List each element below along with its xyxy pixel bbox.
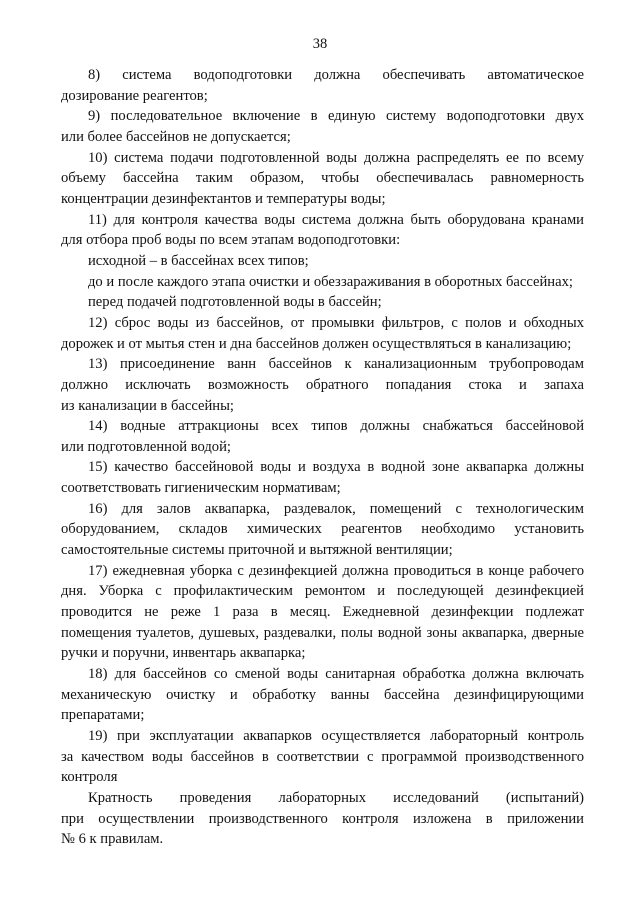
- text-line: перед подачей подготовленной воды в бассейн;: [88, 294, 382, 311]
- text-line: дорожек и от мытья стен и дна бассейнов должен осуществляться в канализацию;: [61, 335, 572, 352]
- text-line: 12) сброс воды из бассейнов, от промывки фильтров, с полов и обходных: [88, 314, 584, 331]
- text-line: 9) последовательное включение в единую систему водоподготовки двух: [88, 108, 584, 125]
- text-line: дозирование реагентов;: [61, 87, 208, 104]
- text-line: 8) система водоподготовки должна обеспечивать автоматическое: [88, 67, 584, 83]
- text-line: 19) при эксплуатации аквапарков осуществляется лабораторный контроль: [88, 728, 584, 744]
- text-line: объему бассейна таким образом, чтобы обеспечивалась равномерность: [61, 170, 584, 187]
- text-line: оборудованием, складов химических реагентов необходимо установить: [61, 521, 584, 538]
- text-line: 11) для контроля качества воды система должна быть оборудована кранами: [88, 211, 584, 228]
- text-line: 17) ежедневная уборка с дезинфекцией должна проводиться в конце рабочего: [88, 562, 584, 579]
- text-line: для отбора проб воды по всем этапам водоподготовки:: [61, 232, 401, 249]
- text-line: 10) система подачи подготовленной воды должна распределять ее по всему: [88, 149, 584, 166]
- text-line: препаратами;: [61, 707, 145, 724]
- text-line: № 6 к правилам.: [61, 831, 164, 848]
- text-line: из канализации в бассейны;: [61, 397, 234, 414]
- text-line: 16) для залов аквапарка, раздевалок, помещений с технологическим: [88, 500, 584, 517]
- text-line: контроля: [61, 769, 118, 786]
- text-line: самостоятельные системы приточной и вытяжной вентиляции;: [61, 542, 453, 559]
- text-line: 14) водные аттракционы всех типов должны снабжаться бассейновой: [88, 418, 584, 435]
- text-line: до и после каждого этапа очистки и обеззараживания в оборотных бассейнах;: [88, 273, 573, 290]
- text-line: концентрации дезинфектантов и температуры воды;: [61, 190, 386, 207]
- page-number: 38: [312, 36, 328, 52]
- text-line: при осуществлении производственного контроля изложена в приложении: [61, 810, 584, 827]
- text-line: исходной – в бассейнах всех типов;: [88, 252, 309, 269]
- text-line: за качеством воды бассейнов в соответствии с программой производственного: [61, 748, 584, 765]
- text-line: или более бассейнов не допускается;: [61, 128, 291, 145]
- text-line: Кратность проведения лабораторных исследований (испытаний): [88, 789, 584, 806]
- text-line: или подготовленной водой;: [61, 438, 231, 455]
- text-line: 15) качество бассейновой воды и воздуха в водной зоне аквапарка должны: [88, 459, 584, 476]
- body-text: [61, 65, 584, 850]
- text-line: должно исключать возможность обратного попадания стока и запаха: [61, 376, 584, 393]
- text-line: 18) для бассейнов со сменой воды санитарная обработка должна включать: [88, 666, 584, 683]
- text-line: механическую очистку и обработку ванны бассейна дезинфицирующими: [61, 686, 584, 703]
- text-line: дня. Уборка с профилактическим ремонтом и последующей дезинфекцией: [61, 583, 584, 600]
- text-line: проводится не реже 1 раза в месяц. Ежедневной дезинфекции подлежат: [61, 604, 584, 621]
- text-line: 13) присоединение ванн бассейнов к канализационным трубопроводам: [88, 356, 584, 373]
- text-line: ручки и поручни, инвентарь аквапарка;: [61, 645, 306, 662]
- text-line: соответствовать гигиеническим нормативам;: [61, 480, 341, 497]
- text-line: помещения туалетов, душевых, раздевалки, полы водной зоны аквапарка, дверные: [61, 624, 584, 641]
